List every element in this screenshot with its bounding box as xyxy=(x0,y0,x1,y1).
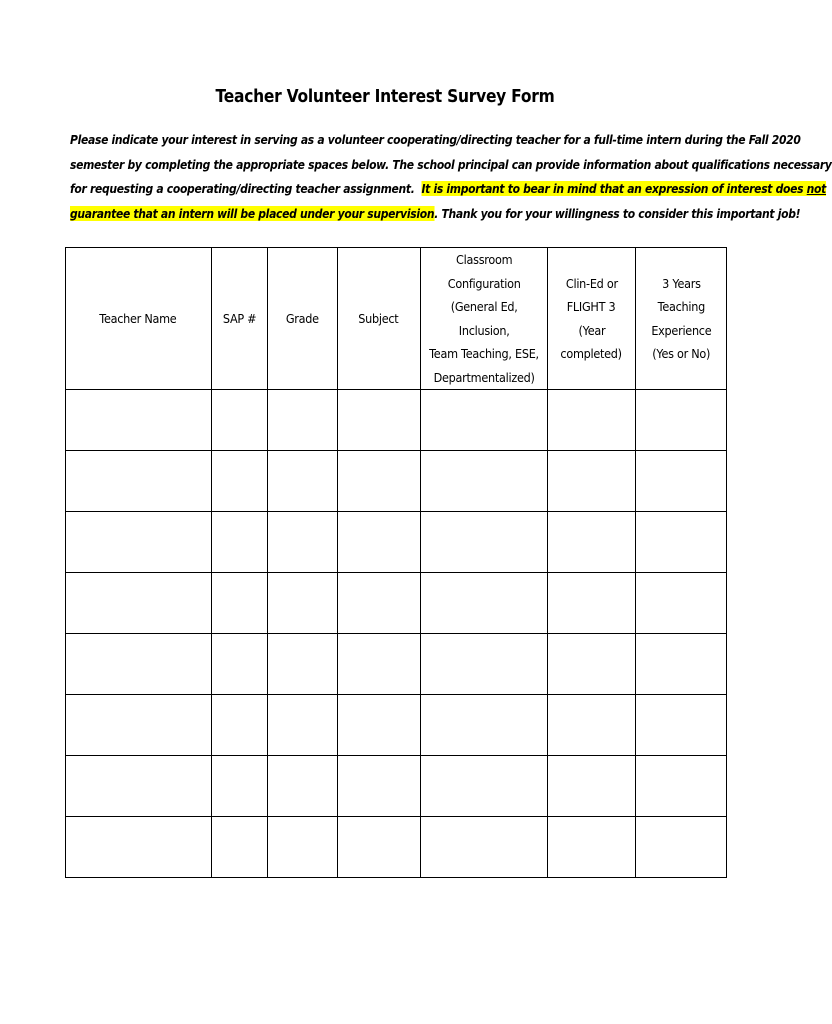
intro-line-3-text: for requesting a cooperating/directing teacher assignment. xyxy=(70,181,415,196)
header-teaching-experience: 3 Years Teaching Experience (Yes or No) xyxy=(636,248,727,390)
clin-ed-cell[interactable] xyxy=(548,756,636,817)
clin-ed-cell[interactable] xyxy=(548,512,636,573)
grade-cell[interactable] xyxy=(268,390,338,451)
table-row xyxy=(66,756,727,817)
teacher-name-cell[interactable] xyxy=(66,817,212,878)
teacher-name-cell[interactable] xyxy=(66,756,212,817)
volunteer-table xyxy=(65,247,727,878)
clin-ed-cell[interactable] xyxy=(548,695,636,756)
sap-cell[interactable] xyxy=(211,390,268,451)
sap-cell[interactable] xyxy=(211,756,268,817)
grade-cell[interactable] xyxy=(268,573,338,634)
grade-cell[interactable] xyxy=(268,451,338,512)
sap-cell[interactable] xyxy=(211,695,268,756)
header-sap: SAP # xyxy=(211,248,268,390)
table-row xyxy=(66,573,727,634)
sap-cell[interactable] xyxy=(211,634,268,695)
page-title: Teacher Volunteer Interest Survey Form xyxy=(215,86,555,107)
grade-cell[interactable] xyxy=(268,695,338,756)
configuration-cell[interactable] xyxy=(420,817,547,878)
subject-cell[interactable] xyxy=(337,756,420,817)
table-row xyxy=(66,634,727,695)
intro-line-4-text: . Thank you for your willingness to consider this important job! xyxy=(434,205,801,221)
experience-cell[interactable] xyxy=(636,634,727,695)
configuration-cell[interactable] xyxy=(420,512,547,573)
sap-cell[interactable] xyxy=(211,817,268,878)
teacher-name-cell[interactable] xyxy=(66,390,212,451)
clin-ed-cell[interactable] xyxy=(548,390,636,451)
table-row xyxy=(66,817,727,878)
teacher-name-cell[interactable] xyxy=(66,573,212,634)
clin-ed-cell[interactable] xyxy=(548,634,636,695)
intro-line-1: Please indicate your interest in serving as a volunteer cooperating/directing teacher for a full-time intern during the Fall 2020 xyxy=(70,132,801,147)
grade-cell[interactable] xyxy=(268,512,338,573)
configuration-cell[interactable] xyxy=(420,634,547,695)
table-row xyxy=(66,512,727,573)
subject-cell[interactable] xyxy=(337,573,420,634)
subject-cell[interactable] xyxy=(337,695,420,756)
configuration-cell[interactable] xyxy=(420,451,547,512)
subject-cell[interactable] xyxy=(337,512,420,573)
table-row xyxy=(66,695,727,756)
sap-cell[interactable] xyxy=(211,512,268,573)
configuration-cell[interactable] xyxy=(420,695,547,756)
experience-cell[interactable] xyxy=(636,390,727,451)
grade-cell[interactable] xyxy=(268,634,338,695)
header-teacher-name: Teacher Name xyxy=(66,248,212,390)
table-body xyxy=(66,390,727,878)
subject-cell[interactable] xyxy=(337,390,420,451)
table-row xyxy=(66,390,727,451)
sap-cell[interactable] xyxy=(211,573,268,634)
intro-line-2: semester by completing the appropriate spaces below. The school principal can provide information about qualifications necessary xyxy=(70,156,832,172)
experience-cell[interactable] xyxy=(636,512,727,573)
subject-cell[interactable] xyxy=(337,451,420,512)
intro-line-4 xyxy=(70,202,801,227)
teacher-name-cell[interactable] xyxy=(66,512,212,573)
experience-cell[interactable] xyxy=(636,817,727,878)
experience-cell[interactable] xyxy=(636,573,727,634)
teacher-name-cell[interactable] xyxy=(66,451,212,512)
teacher-name-cell[interactable] xyxy=(66,695,212,756)
intro-line-3 xyxy=(70,177,827,202)
grade-cell[interactable] xyxy=(268,756,338,817)
configuration-cell[interactable] xyxy=(420,573,547,634)
sap-cell[interactable] xyxy=(211,451,268,512)
subject-cell[interactable] xyxy=(337,817,420,878)
clin-ed-cell[interactable] xyxy=(548,817,636,878)
clin-ed-cell[interactable] xyxy=(548,573,636,634)
experience-cell[interactable] xyxy=(636,756,727,817)
subject-cell[interactable] xyxy=(337,634,420,695)
configuration-cell[interactable] xyxy=(420,390,547,451)
intro-paragraph xyxy=(70,128,832,226)
teacher-name-cell[interactable] xyxy=(66,634,212,695)
table-header-row xyxy=(66,248,727,390)
grade-cell[interactable] xyxy=(268,817,338,878)
header-subject: Subject xyxy=(337,248,420,390)
intro-highlight-1-text: It is important to bear in mind that an expression of interest does xyxy=(421,181,804,196)
experience-cell[interactable] xyxy=(636,451,727,512)
header-clin-ed: Clin-Ed or FLIGHT 3 (Year completed) xyxy=(548,248,636,390)
clin-ed-cell[interactable] xyxy=(548,451,636,512)
header-grade: Grade xyxy=(268,248,338,390)
configuration-cell[interactable] xyxy=(420,756,547,817)
table-row xyxy=(66,451,727,512)
intro-underlined-word: not xyxy=(806,181,827,196)
experience-cell[interactable] xyxy=(636,695,727,756)
header-classroom-configuration: Classroom Configuration (General Ed, Inclusion, Team Teaching, ESE, Departmentalized) xyxy=(420,248,547,390)
intro-highlight-2: guarantee that an intern will be placed under your supervision xyxy=(70,205,435,221)
intro-highlight-1 xyxy=(421,181,826,196)
